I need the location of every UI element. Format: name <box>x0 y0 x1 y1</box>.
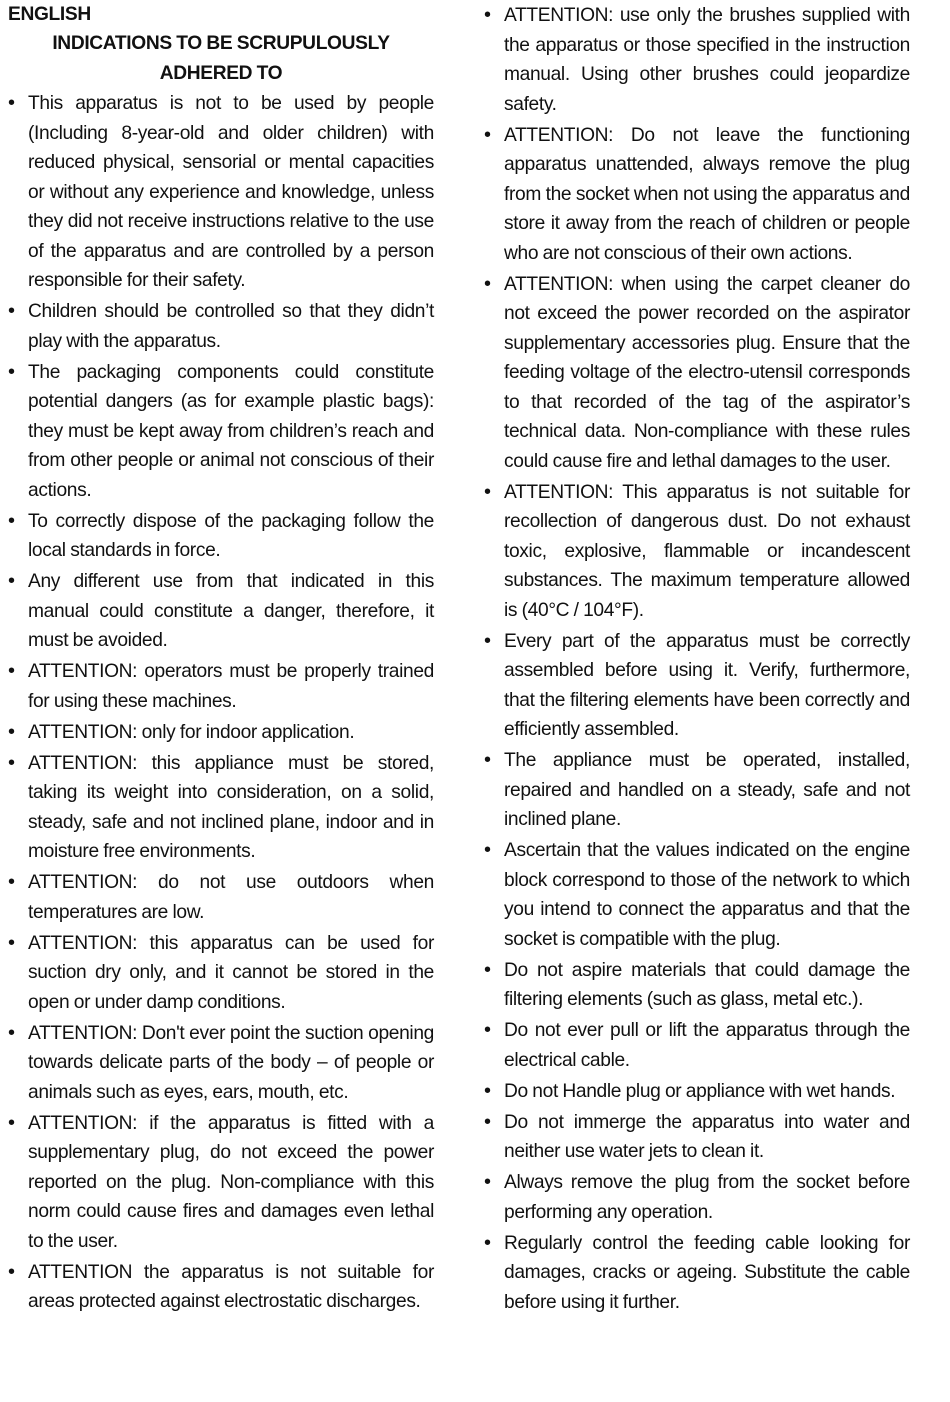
bullet-item: • Every part of the apparatus must be correctly assembled before using it. Verify, furthermore, that the filtering elements have been correctly and efficiently assembled. <box>484 627 910 745</box>
bullet-item: • ATTENTION: do not use outdoors when temperatures are low. <box>8 868 434 927</box>
bullet-item: • Regularly control the feeding cable looking for damages, cracks or ageing. Substitute the cable before using it further. <box>484 1229 910 1318</box>
bullet-item: • ATTENTION: this apparatus can be used for suction dry only, and it cannot be stored in the open or under damp conditions. <box>8 929 434 1018</box>
bullet-item: • ATTENTION: operators must be properly trained for using these machines. <box>8 657 434 716</box>
bullet-item: • To correctly dispose of the packaging follow the local standards in force. <box>8 507 434 566</box>
bullet-item: • Children should be controlled so that they didn’t play with the apparatus. <box>8 297 434 356</box>
bullet-item: • Do not immerge the apparatus into water and neither use water jets to clean it. <box>484 1108 910 1167</box>
right-column <box>484 0 910 1319</box>
bullet-item: • The packaging components could constitute potential dangers (as for example plastic bags): they must be kept away from children’s reach and from other people or animal not conscious of their actions. <box>8 358 434 506</box>
right-bullet-list <box>484 1 910 1317</box>
bullet-item: • The appliance must be operated, installed, repaired and handled on a steady, safe and not inclined plane. <box>484 746 910 835</box>
bullet-item: • ATTENTION: only for indoor application. <box>8 718 434 748</box>
left-column <box>8 0 434 1318</box>
bullet-item: • Do not aspire materials that could damage the filtering elements (such as glass, metal etc.). <box>484 956 910 1015</box>
left-bullet-list <box>8 89 434 1317</box>
bullet-item: • Do not Handle plug or appliance with wet hands. <box>484 1077 910 1107</box>
bullet-item: • Ascertain that the values indicated on the engine block correspond to those of the network to which you intend to connect the apparatus and that the socket is compatible with the plug. <box>484 836 910 954</box>
bullet-item: • ATTENTION: use only the brushes supplied with the apparatus or those specified in the instruction manual. Using other brushes could jeopardize safety. <box>484 1 910 119</box>
bullet-item: • ATTENTION the apparatus is not suitable for areas protected against electrostatic discharges. <box>8 1258 434 1317</box>
bullet-item: • ATTENTION: when using the carpet cleaner do not exceed the power recorded on the aspirator supplementary accessories plug. Ensure that the feeding voltage of the electro-utensil corresponds to that recorded of the tag of the aspirator’s technical data. Non-compliance with these rules could cause fire and lethal damages to the user. <box>484 270 910 477</box>
bullet-item: • Always remove the plug from the socket before performing any operation. <box>484 1168 910 1227</box>
bullet-item: • Any different use from that indicated in this manual could constitute a danger, therefore, it must be avoided. <box>8 567 434 656</box>
language-label: ENGLISH <box>8 4 91 25</box>
bullet-item: • Do not ever pull or lift the apparatus through the electrical cable. <box>484 1016 910 1075</box>
bullet-item: • ATTENTION: if the apparatus is fitted with a supplementary plug, do not exceed the power reported on the plug. Non-compliance with this norm could cause fires and damages even lethal to the user. <box>8 1109 434 1257</box>
bullet-item: • ATTENTION: Do not leave the functioning apparatus unattended, always remove the plug from the socket when not using the apparatus and store it away from the reach of children or people who are not conscious of their own actions. <box>484 121 910 269</box>
bullet-item: • ATTENTION: This apparatus is not suitable for recollection of dangerous dust. Do not exhaust toxic, explosive, flammable or incandescent substances. The maximum temperature allowed is (40°C / 104°F). <box>484 478 910 626</box>
section-title: INDICATIONS TO BE SCRUPULOUSLY ADHERED TO <box>52 33 390 84</box>
bullet-item: • ATTENTION: this appliance must be stored, taking its weight into consideration, on a solid, steady, safe and not inclined plane, indoor and in moisture free environments. <box>8 749 434 867</box>
bullet-item: • This apparatus is not to be used by people (Including 8-year-old and older children) with reduced physical, sensorial or mental capacities or without any experience and knowledge, unless they did not receive instructions relative to the use of the apparatus and are controlled by a person responsible for their safety. <box>8 89 434 296</box>
bullet-item: • ATTENTION: Don't ever point the suction opening towards delicate parts of the body – of people or animals such as eyes, ears, mouth, etc. <box>8 1019 434 1108</box>
